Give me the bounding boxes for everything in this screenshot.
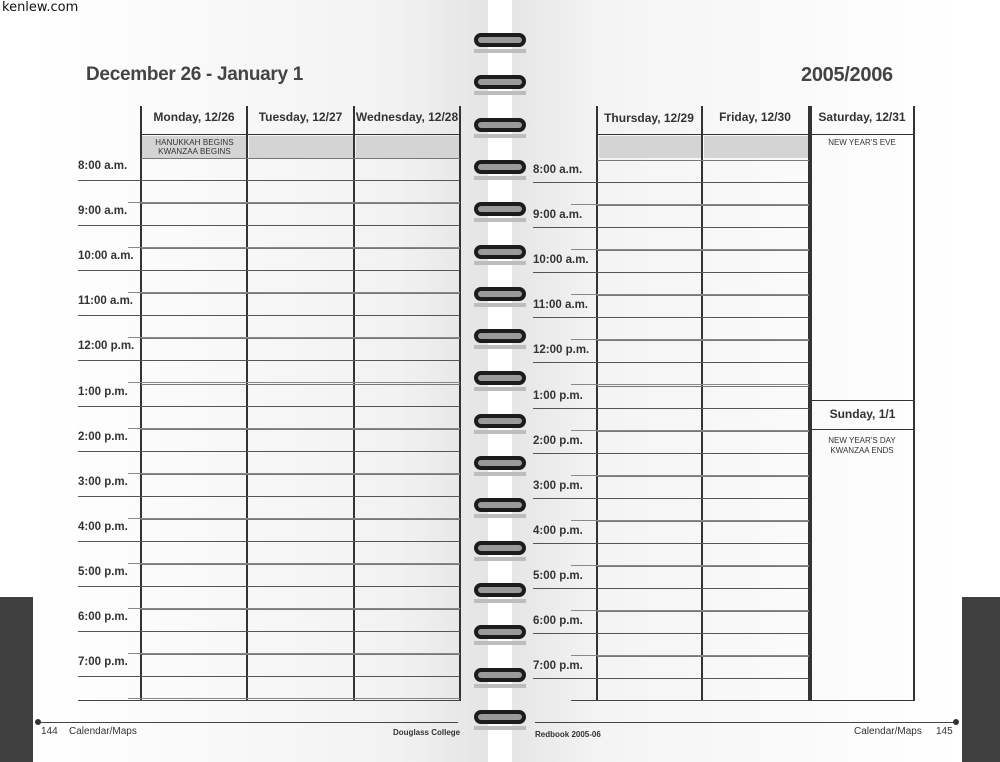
day-header-sunday: Sunday, 1/1 <box>829 407 896 421</box>
spiral-ring <box>474 371 526 385</box>
left-row-line <box>141 338 460 339</box>
left-page-title: December 26 - January 1 <box>86 64 303 85</box>
right-row-line <box>597 386 809 387</box>
time-label-left: 1:00 p.m. <box>78 385 128 398</box>
left-row-line <box>141 248 460 249</box>
right-hour-line <box>533 633 809 634</box>
right-hour-line <box>533 227 809 228</box>
time-label-left: 9:00 a.m. <box>78 205 128 218</box>
spiral-ring-shadow <box>474 261 526 265</box>
left-bottom-line <box>78 700 460 701</box>
time-label-right: 10:00 a.m. <box>533 254 589 267</box>
day-header-tuesday: Tuesday, 12/27 <box>258 110 343 124</box>
left-footer-publisher: Douglass College <box>393 728 461 737</box>
right-hour-line <box>533 678 809 679</box>
time-label-left: 12:00 p.m. <box>78 340 135 353</box>
spiral-ring-shadow <box>474 599 526 603</box>
time-label-right: 12:00 p.m. <box>533 344 590 357</box>
time-label-right: 6:00 p.m. <box>533 615 583 627</box>
event-band-friday <box>704 136 808 158</box>
left-hour-line <box>78 631 460 632</box>
spiral-ring-shadow <box>474 514 526 518</box>
left-col-line <box>459 106 461 701</box>
right-row-line <box>597 295 809 296</box>
left-col-line <box>140 106 142 701</box>
left-hour-line <box>78 360 460 361</box>
spiral-ring <box>474 329 526 343</box>
day-header-thursday: Thursday, 12/29 <box>604 111 694 125</box>
spiral-ring <box>474 202 526 216</box>
time-label-left: 4:00 p.m. <box>78 520 128 533</box>
sunday-note-1: NEW YEAR'S DAY <box>828 436 896 445</box>
left-row-line <box>141 293 460 294</box>
spiral-ring-shadow <box>474 49 526 53</box>
right-page-title: 2005/2006 <box>801 64 893 86</box>
right-hour-line <box>533 362 809 363</box>
left-row-line <box>141 654 460 655</box>
left-row-line <box>141 519 460 520</box>
spiral-ring-shadow <box>474 218 526 222</box>
time-label-right: 8:00 a.m. <box>533 164 583 176</box>
time-label-left: 3:00 p.m. <box>78 475 128 488</box>
spiral-ring <box>474 33 526 47</box>
spiral-ring <box>474 498 526 512</box>
spiral-ring <box>474 583 526 597</box>
spiral-ring <box>474 118 526 132</box>
right-row-line <box>597 250 809 251</box>
spiral-ring <box>474 287 526 301</box>
left-hour-line <box>78 406 460 407</box>
weekend-divider-bottom <box>811 429 914 430</box>
right-hour-line <box>533 543 809 544</box>
left-footer-section: Calendar/Maps <box>69 726 137 737</box>
time-label-right: 9:00 a.m. <box>533 209 583 222</box>
left-edge-block <box>0 597 33 762</box>
right-hour-line <box>533 317 809 318</box>
spiral-ring <box>474 245 526 259</box>
time-label-left: 8:00 a.m. <box>78 160 128 172</box>
time-label-right: 2:00 p.m. <box>533 434 583 447</box>
event-band-thursday <box>599 136 701 158</box>
right-footer-dot <box>953 719 959 725</box>
day-header-saturday: Saturday, 12/31 <box>818 110 906 124</box>
right-row-line <box>597 476 809 477</box>
spiral-ring <box>474 625 526 639</box>
spiral-ring-shadow <box>474 726 526 730</box>
right-row-line <box>597 566 809 567</box>
right-footer-publisher: Redbook 2005-06 <box>535 730 601 739</box>
spiral-ring-shadow <box>474 430 526 434</box>
left-row-line <box>141 203 460 204</box>
spiral-ring-shadow <box>474 557 526 561</box>
spiral-ring-shadow <box>474 91 526 95</box>
spiral-ring-shadow <box>474 134 526 138</box>
left-col-line <box>353 106 355 701</box>
time-label-right: 5:00 p.m. <box>533 569 583 582</box>
left-page-number: 144 <box>41 726 58 737</box>
right-footer-section: Calendar/Maps <box>854 726 922 737</box>
right-footer-line <box>535 722 955 723</box>
spiral-ring <box>474 668 526 682</box>
spiral-ring-shadow <box>474 345 526 349</box>
spiral-ring <box>474 456 526 470</box>
right-hour-line <box>533 182 809 183</box>
spiral-ring <box>474 75 526 89</box>
right-hour-line <box>533 498 809 499</box>
left-row-line <box>141 474 460 475</box>
time-label-left: 5:00 p.m. <box>78 565 128 578</box>
left-row-line <box>141 609 460 610</box>
right-hour-line <box>533 408 809 409</box>
spiral-ring <box>474 414 526 428</box>
weekend-bottom-line <box>811 700 914 701</box>
spiral-ring-shadow <box>474 303 526 307</box>
right-row-line <box>597 656 809 657</box>
time-label-left: 11:00 a.m. <box>78 295 133 308</box>
left-hour-line <box>78 225 460 226</box>
right-edge-block <box>962 597 1000 762</box>
event-band-tuesday <box>249 136 354 158</box>
left-footer-dot <box>35 719 41 725</box>
right-row-line <box>597 160 809 161</box>
time-label-right: 11:00 a.m. <box>533 299 588 312</box>
left-header-line <box>141 134 461 135</box>
saturday-note: NEW YEAR'S EVE <box>828 138 896 147</box>
day-header-wednesday: Wednesday, 12/28 <box>355 110 459 124</box>
time-label-left: 7:00 p.m. <box>78 656 128 669</box>
left-hour-line <box>78 586 460 587</box>
time-label-left: 10:00 a.m. <box>78 250 134 263</box>
spiral-ring <box>474 160 526 174</box>
right-row-line <box>597 521 809 522</box>
left-hour-line <box>78 676 460 677</box>
sunday-note-2: KWANZAA ENDS <box>830 446 894 455</box>
left-row-line <box>141 384 460 385</box>
right-page-number: 145 <box>936 726 953 737</box>
left-hour-line <box>78 541 460 542</box>
weekend-divider-top <box>811 400 914 401</box>
spiral-ring-shadow <box>474 641 526 645</box>
time-label-right: 1:00 p.m. <box>533 389 583 402</box>
right-bottom-line <box>571 700 809 701</box>
right-row-line <box>597 205 809 206</box>
left-hour-line <box>78 315 460 316</box>
monday-note-1: HANUKKAH BEGINS <box>155 138 234 147</box>
left-hour-line <box>78 496 460 497</box>
left-row-line <box>141 564 460 565</box>
spiral-ring-shadow <box>474 176 526 180</box>
left-hour-line <box>78 451 460 452</box>
left-footer-line <box>38 722 458 723</box>
right-hour-line <box>533 272 809 273</box>
left-hour-line <box>78 180 460 181</box>
right-col-line <box>913 106 915 701</box>
left-hour-line <box>78 270 460 271</box>
time-label-right: 4:00 p.m. <box>533 524 583 537</box>
time-label-left: 2:00 p.m. <box>78 430 128 443</box>
time-label-right: 3:00 p.m. <box>533 479 583 492</box>
spiral-ring-shadow <box>474 684 526 688</box>
spiral-ring-shadow <box>474 387 526 391</box>
watermark: kenlew.com <box>2 0 79 15</box>
spiral-ring <box>474 710 526 724</box>
day-header-friday: Friday, 12/30 <box>719 110 791 124</box>
right-hour-line <box>533 588 809 589</box>
spiral-ring <box>474 541 526 555</box>
left-col-line <box>246 106 248 701</box>
left-quarter-line <box>128 698 460 699</box>
right-row-line <box>597 611 809 612</box>
right-header-line <box>597 134 915 135</box>
right-row-line <box>597 340 809 341</box>
left-row-line <box>141 158 460 159</box>
monday-note-2: KWANZAA BEGINS <box>158 147 231 156</box>
right-col-line <box>810 106 812 701</box>
spiral-ring-shadow <box>474 472 526 476</box>
event-band-wednesday <box>356 136 459 158</box>
day-header-monday: Monday, 12/26 <box>153 110 235 124</box>
time-label-right: 7:00 p.m. <box>533 660 583 673</box>
time-label-left: 6:00 p.m. <box>78 611 128 623</box>
right-row-line <box>597 431 809 432</box>
right-hour-line <box>533 453 809 454</box>
left-row-line <box>141 429 460 430</box>
